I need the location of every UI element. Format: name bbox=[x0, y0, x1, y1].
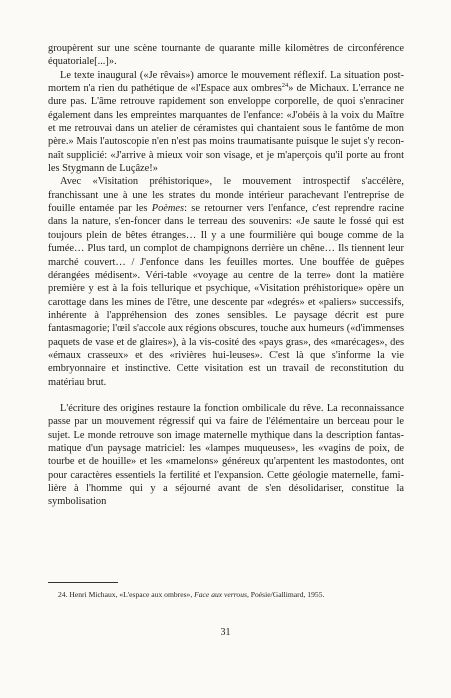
footnote bbox=[48, 590, 404, 600]
text-run: L'écriture des origines restaure la fonction ombilicale du rêve. La reconnaissance passe par un mouvement régressif qui va faire de l'élémentaire un berceau pour le sujet. Le monde retrouve son image maternelle mythique dans la description fantas-matique d'un paysage matriciel: les «lampes muqueuses», les «vagins de poix, de tourbe et de houille» et les «mamelons» généreux qu'arpentent les mastodontes, ont pour caractères essentiels la fertilité et l'expansion. Cette géologie maternelle, fami-lière à l'homme qui y a séjourné avant de s'en désolidariser, constitue la symbolisation bbox=[48, 402, 404, 508]
body-text bbox=[48, 42, 404, 509]
text-run: 24. Henri Michaux, «L'espace aux ombres», bbox=[58, 590, 195, 599]
text-run: groupèrent sur une scène tournante de quarante mille kilomètres de circonférence équatoriale[...]». bbox=[48, 43, 404, 68]
page-number: 31 bbox=[220, 627, 231, 638]
text-run: » de Michaux. L'errance ne dure pas. L'âme retrouve rapidement son enveloppe corporelle, de quoi s'enraciner également dans les empreintes marquantes de l'enfance: «J'obéis à la voix du Maître et me retrouvai dans un atelier de céramistes qui chantaient sous le fantôme de mon père.» Mais l'autoscopie n'en n'est pas moins traumatisante puisque le sujet s'y recon-naît supplicié: «J'arrive à mieux voir son visage, et je m'aperçois qu'il porte au front les Stygmann de Luçâze!» bbox=[48, 83, 404, 175]
italic-title: Poèmes bbox=[151, 203, 185, 215]
paragraph bbox=[48, 175, 404, 389]
text-run: Le texte inaugural («Je rêvais») amorce le mouvement réflexif. La situation post-mortem n'a rien du pathétique de «l'Espace aux ombres bbox=[48, 69, 404, 95]
text-run: : se retourner vers l'enfance, c'est reprendre racine dans la nature, s'en-foncer dans le terreau des souvenirs: «Je saute le fossé qui est toujours plein de bêtes étranges… Il y a une fourmilière qui bouge comme de la fumée… Plus tard, un complot de champignons derrière un chêne… Ils tiennent leur marché couvert… / J'enfonce dans les feuilles mortes. Une bouffée de guêpes dérangées médisent». Véri-table «voyage au centre de la terre» dont la matière première y est à la fois tellurique et psychique, «Visitation préhistorique» opère un carottage dans les mines de l'être, une descente par «degrés» et «paliers» successifs, inhérente à l'appréhension des zones sensibles. Le paysage décrit est pure fantasmagorie; l'œil s'accole aux régions obscures, touche aux humeurs («d'immenses paquets de vase et de glaires»), à la vis-cosité des «pays gras», des «marécages», des «émaux crasseux» et des «rivières hui-leuses». C'est là que s'informe la vie embryonnaire et instinctive. Cette visitation est un travail de reconstitution du matériau brut. bbox=[48, 203, 405, 388]
italic-title: Face aux verrous bbox=[194, 590, 247, 599]
paragraph bbox=[48, 69, 404, 176]
text-run: , Poésie/Gallimard, 1955. bbox=[246, 590, 325, 599]
paragraph bbox=[48, 402, 404, 509]
text-run: Avec «Visitation préhistorique», le mouvement introspectif s'accélère, franchissant une à une les strates du monde intérieur parachevant l'entreprise de fouille entamée par les bbox=[48, 176, 404, 215]
paragraph bbox=[48, 42, 404, 69]
footnote-rule bbox=[48, 582, 118, 583]
footnote-ref[interactable]: 24 bbox=[281, 82, 289, 90]
